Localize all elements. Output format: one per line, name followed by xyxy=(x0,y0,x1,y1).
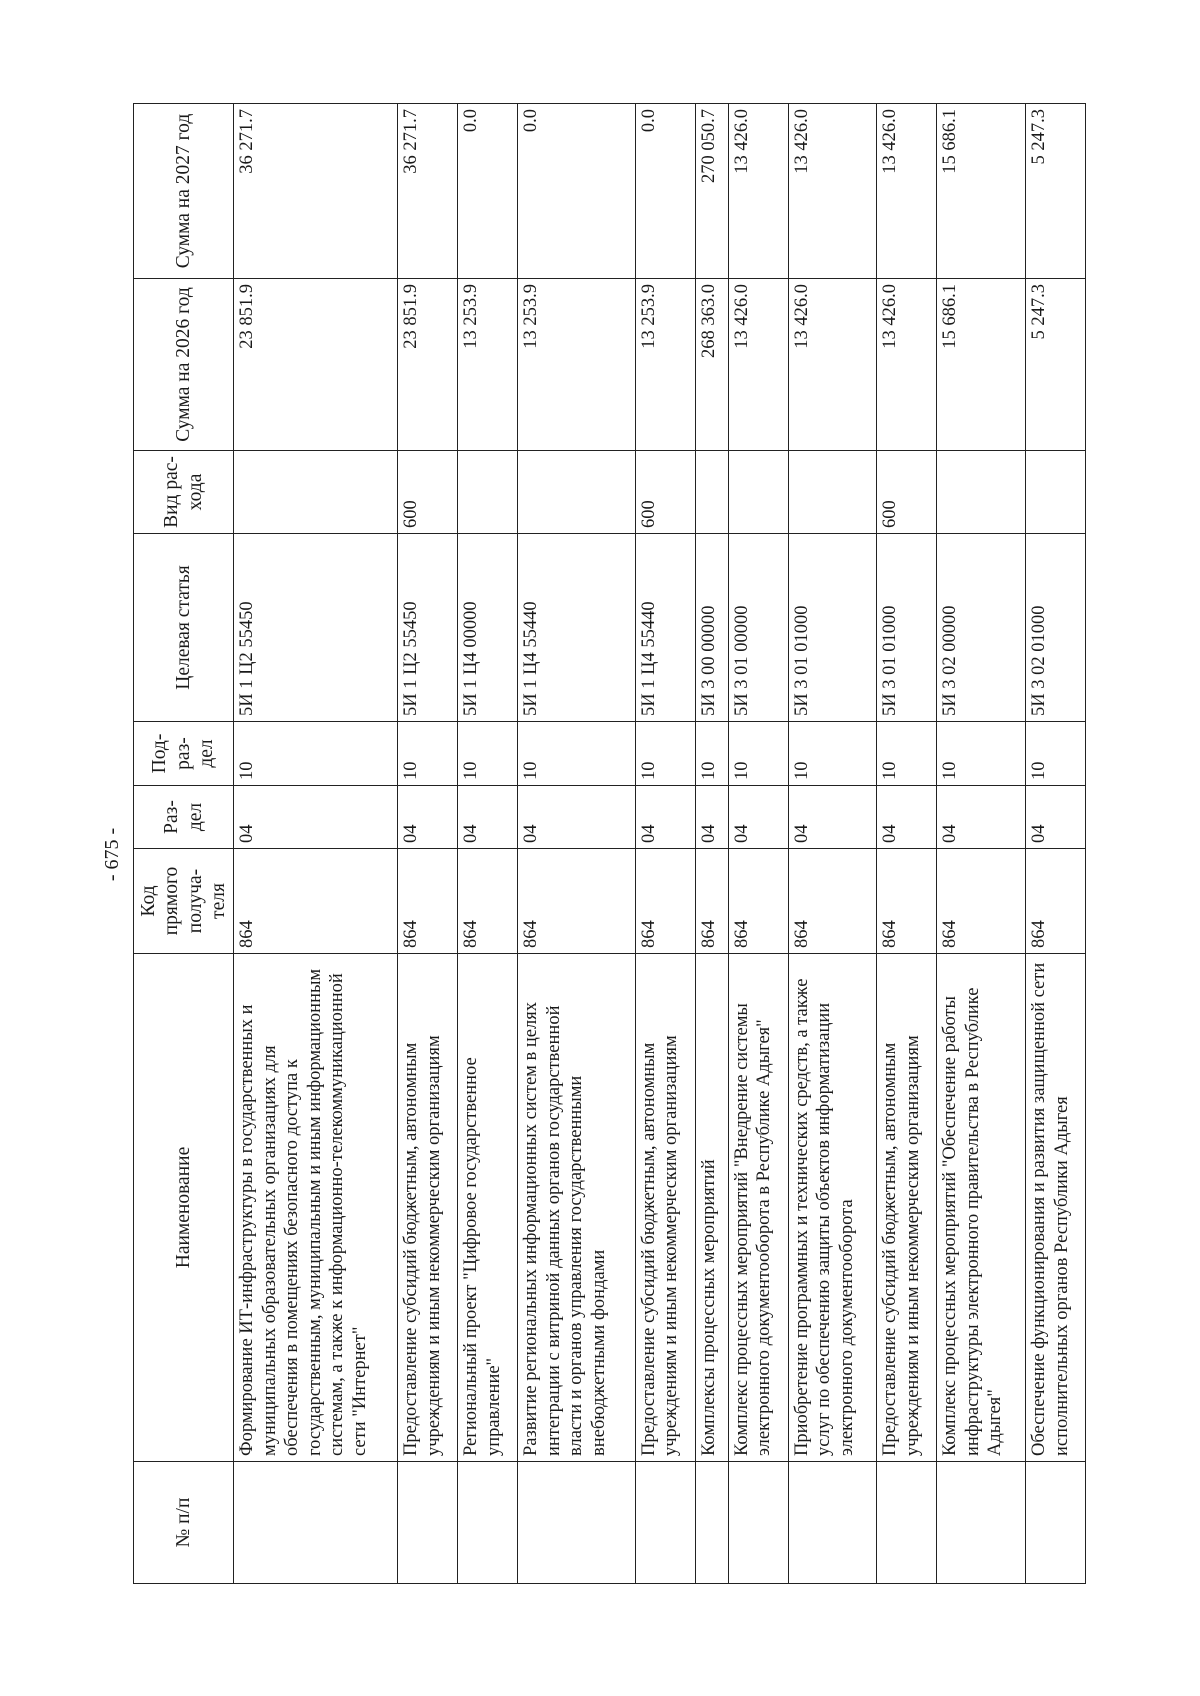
table-row xyxy=(234,104,398,1584)
cell-sum2026: 23 851.9 xyxy=(398,279,458,451)
cell-sum2026: 13 253.9 xyxy=(518,279,636,451)
cell-name: Комплекс процессных мероприятий "Внедрение системы электронного документооборота в Республике Адыгея" xyxy=(728,954,788,1462)
cell-razdel: 04 xyxy=(728,786,788,849)
table-row xyxy=(458,104,518,1584)
cell-name: Приобретение программных и технических средств, а также услуг по обеспечению защиты объектов информатизации электронного документооборота xyxy=(788,954,877,1462)
cell-sum2026: 13 253.9 xyxy=(635,279,695,451)
cell-podrazdel: 10 xyxy=(1026,722,1086,786)
col-header-razdel: Раз-дел xyxy=(134,786,234,849)
page-number xyxy=(93,824,133,884)
cell-article: 5И 3 00 00000 xyxy=(695,534,728,722)
cell-code: 864 xyxy=(398,849,458,954)
col-header-sum2027: Сумма на 2027 год xyxy=(134,104,234,279)
cell-num xyxy=(695,1462,728,1584)
cell-podrazdel: 10 xyxy=(728,722,788,786)
cell-sum2026: 13 426.0 xyxy=(877,279,937,451)
table-row xyxy=(518,104,636,1584)
cell-podrazdel: 10 xyxy=(518,722,636,786)
cell-vid xyxy=(458,451,518,534)
table-row xyxy=(788,104,877,1584)
cell-sum2026: 15 686.1 xyxy=(937,279,1026,451)
cell-article: 5И 1 Ц2 55450 xyxy=(234,534,398,722)
cell-sum2026: 5 247.3 xyxy=(1026,279,1086,451)
cell-code: 864 xyxy=(695,849,728,954)
cell-sum2027: 13 426.0 xyxy=(877,104,937,279)
cell-article: 5И 3 01 00000 xyxy=(728,534,788,722)
cell-name: Предоставление субсидий бюджетным, автономным учреждениям и иным некоммерческим организациям xyxy=(877,954,937,1462)
cell-num xyxy=(398,1462,458,1584)
cell-num xyxy=(518,1462,636,1584)
cell-razdel: 04 xyxy=(234,786,398,849)
cell-num xyxy=(1026,1462,1086,1584)
table-row xyxy=(937,104,1026,1584)
cell-name: Развитие региональных информационных систем в целях интеграции с витриной данных органов государственной власти и органов управления государственными внебюджетными фондами xyxy=(518,954,636,1462)
cell-num xyxy=(635,1462,695,1584)
cell-podrazdel: 10 xyxy=(398,722,458,786)
budget-table xyxy=(133,103,1086,1584)
cell-name: Предоставление субсидий бюджетным, автономным учреждениям и иным некоммерческим организациям xyxy=(398,954,458,1462)
header-row xyxy=(134,104,234,1584)
col-header-num: № п/п xyxy=(134,1462,234,1584)
table-row xyxy=(695,104,728,1584)
cell-razdel: 04 xyxy=(788,786,877,849)
cell-num xyxy=(458,1462,518,1584)
cell-article: 5И 1 Ц4 55440 xyxy=(635,534,695,722)
cell-sum2026: 13 426.0 xyxy=(788,279,877,451)
cell-podrazdel: 10 xyxy=(458,722,518,786)
cell-code: 864 xyxy=(234,849,398,954)
cell-name: Региональный проект "Цифровое государственное управление" xyxy=(458,954,518,1462)
cell-name: Формирование ИТ-инфраструктуры в государственных и муниципальных образовательных организациях для обеспечения в помещениях безопасного доступа к государственным, муниципальным и иным информационным системам, а также к информационно-телекоммуникационной сети "Интернет" xyxy=(234,954,398,1462)
cell-razdel: 04 xyxy=(1026,786,1086,849)
cell-vid: 600 xyxy=(398,451,458,534)
table-row xyxy=(877,104,937,1584)
cell-code: 864 xyxy=(635,849,695,954)
cell-sum2027: 5 247.3 xyxy=(1026,104,1086,279)
cell-podrazdel: 10 xyxy=(234,722,398,786)
col-header-article: Целевая статья xyxy=(134,534,234,722)
cell-name: Комплекс процессных мероприятий "Обеспечение работы инфраструктуры электронного правительства в Республике Адыгея" xyxy=(937,954,1026,1462)
cell-article: 5И 3 01 01000 xyxy=(877,534,937,722)
cell-sum2026: 13 426.0 xyxy=(728,279,788,451)
cell-num xyxy=(788,1462,877,1584)
cell-sum2027: 270 050.7 xyxy=(695,104,728,279)
cell-code: 864 xyxy=(518,849,636,954)
cell-sum2027: 0.0 xyxy=(518,104,636,279)
cell-razdel: 04 xyxy=(635,786,695,849)
table-row xyxy=(728,104,788,1584)
cell-code: 864 xyxy=(1026,849,1086,954)
cell-sum2026: 13 253.9 xyxy=(458,279,518,451)
cell-razdel: 04 xyxy=(937,786,1026,849)
cell-name: Предоставление субсидий бюджетным, автономным учреждениям и иным некоммерческим организациям xyxy=(635,954,695,1462)
table-row xyxy=(635,104,695,1584)
cell-code: 864 xyxy=(937,849,1026,954)
cell-article: 5И 3 02 01000 xyxy=(1026,534,1086,722)
cell-num xyxy=(728,1462,788,1584)
cell-podrazdel: 10 xyxy=(788,722,877,786)
cell-razdel: 04 xyxy=(877,786,937,849)
cell-razdel: 04 xyxy=(398,786,458,849)
cell-podrazdel: 10 xyxy=(937,722,1026,786)
cell-sum2027: 36 271.7 xyxy=(398,104,458,279)
cell-razdel: 04 xyxy=(458,786,518,849)
cell-sum2026: 268 363.0 xyxy=(695,279,728,451)
cell-name: Комплексы процессных мероприятий xyxy=(695,954,728,1462)
cell-podrazdel: 10 xyxy=(695,722,728,786)
cell-code: 864 xyxy=(458,849,518,954)
col-header-code: Код прямого получа-теля xyxy=(134,849,234,954)
cell-sum2027: 36 271.7 xyxy=(234,104,398,279)
cell-vid xyxy=(788,451,877,534)
cell-podrazdel: 10 xyxy=(877,722,937,786)
cell-sum2026: 23 851.9 xyxy=(234,279,398,451)
table-row xyxy=(1026,104,1086,1584)
table-row xyxy=(398,104,458,1584)
budget-table-rotated xyxy=(133,104,1086,1584)
cell-sum2027: 13 426.0 xyxy=(728,104,788,279)
col-header-vid: Вид рас-хода xyxy=(134,451,234,534)
cell-sum2027: 13 426.0 xyxy=(788,104,877,279)
cell-vid xyxy=(234,451,398,534)
cell-vid xyxy=(1026,451,1086,534)
cell-vid xyxy=(518,451,636,534)
cell-razdel: 04 xyxy=(695,786,728,849)
cell-sum2027: 15 686.1 xyxy=(937,104,1026,279)
cell-code: 864 xyxy=(728,849,788,954)
cell-vid xyxy=(728,451,788,534)
cell-sum2027: 0.0 xyxy=(458,104,518,279)
cell-razdel: 04 xyxy=(518,786,636,849)
cell-num xyxy=(234,1462,398,1584)
cell-num xyxy=(877,1462,937,1584)
cell-vid: 600 xyxy=(877,451,937,534)
page-number-text: - 675 - xyxy=(101,827,124,881)
cell-num xyxy=(937,1462,1026,1584)
cell-name: Обеспечение функционирования и развития защищенной сети исполнительных органов Республики Адыгея xyxy=(1026,954,1086,1462)
cell-code: 864 xyxy=(877,849,937,954)
col-header-podrazdel: Под-раз-дел xyxy=(134,722,234,786)
cell-article: 5И 3 01 01000 xyxy=(788,534,877,722)
cell-article: 5И 1 Ц2 55450 xyxy=(398,534,458,722)
cell-vid xyxy=(937,451,1026,534)
cell-article: 5И 3 02 00000 xyxy=(937,534,1026,722)
cell-vid: 600 xyxy=(635,451,695,534)
cell-article: 5И 1 Ц4 00000 xyxy=(458,534,518,722)
cell-code: 864 xyxy=(788,849,877,954)
cell-article: 5И 1 Ц4 55440 xyxy=(518,534,636,722)
cell-podrazdel: 10 xyxy=(635,722,695,786)
cell-sum2027: 0.0 xyxy=(635,104,695,279)
col-header-sum2026: Сумма на 2026 год xyxy=(134,279,234,451)
col-header-name: Наименование xyxy=(134,954,234,1462)
cell-vid xyxy=(695,451,728,534)
